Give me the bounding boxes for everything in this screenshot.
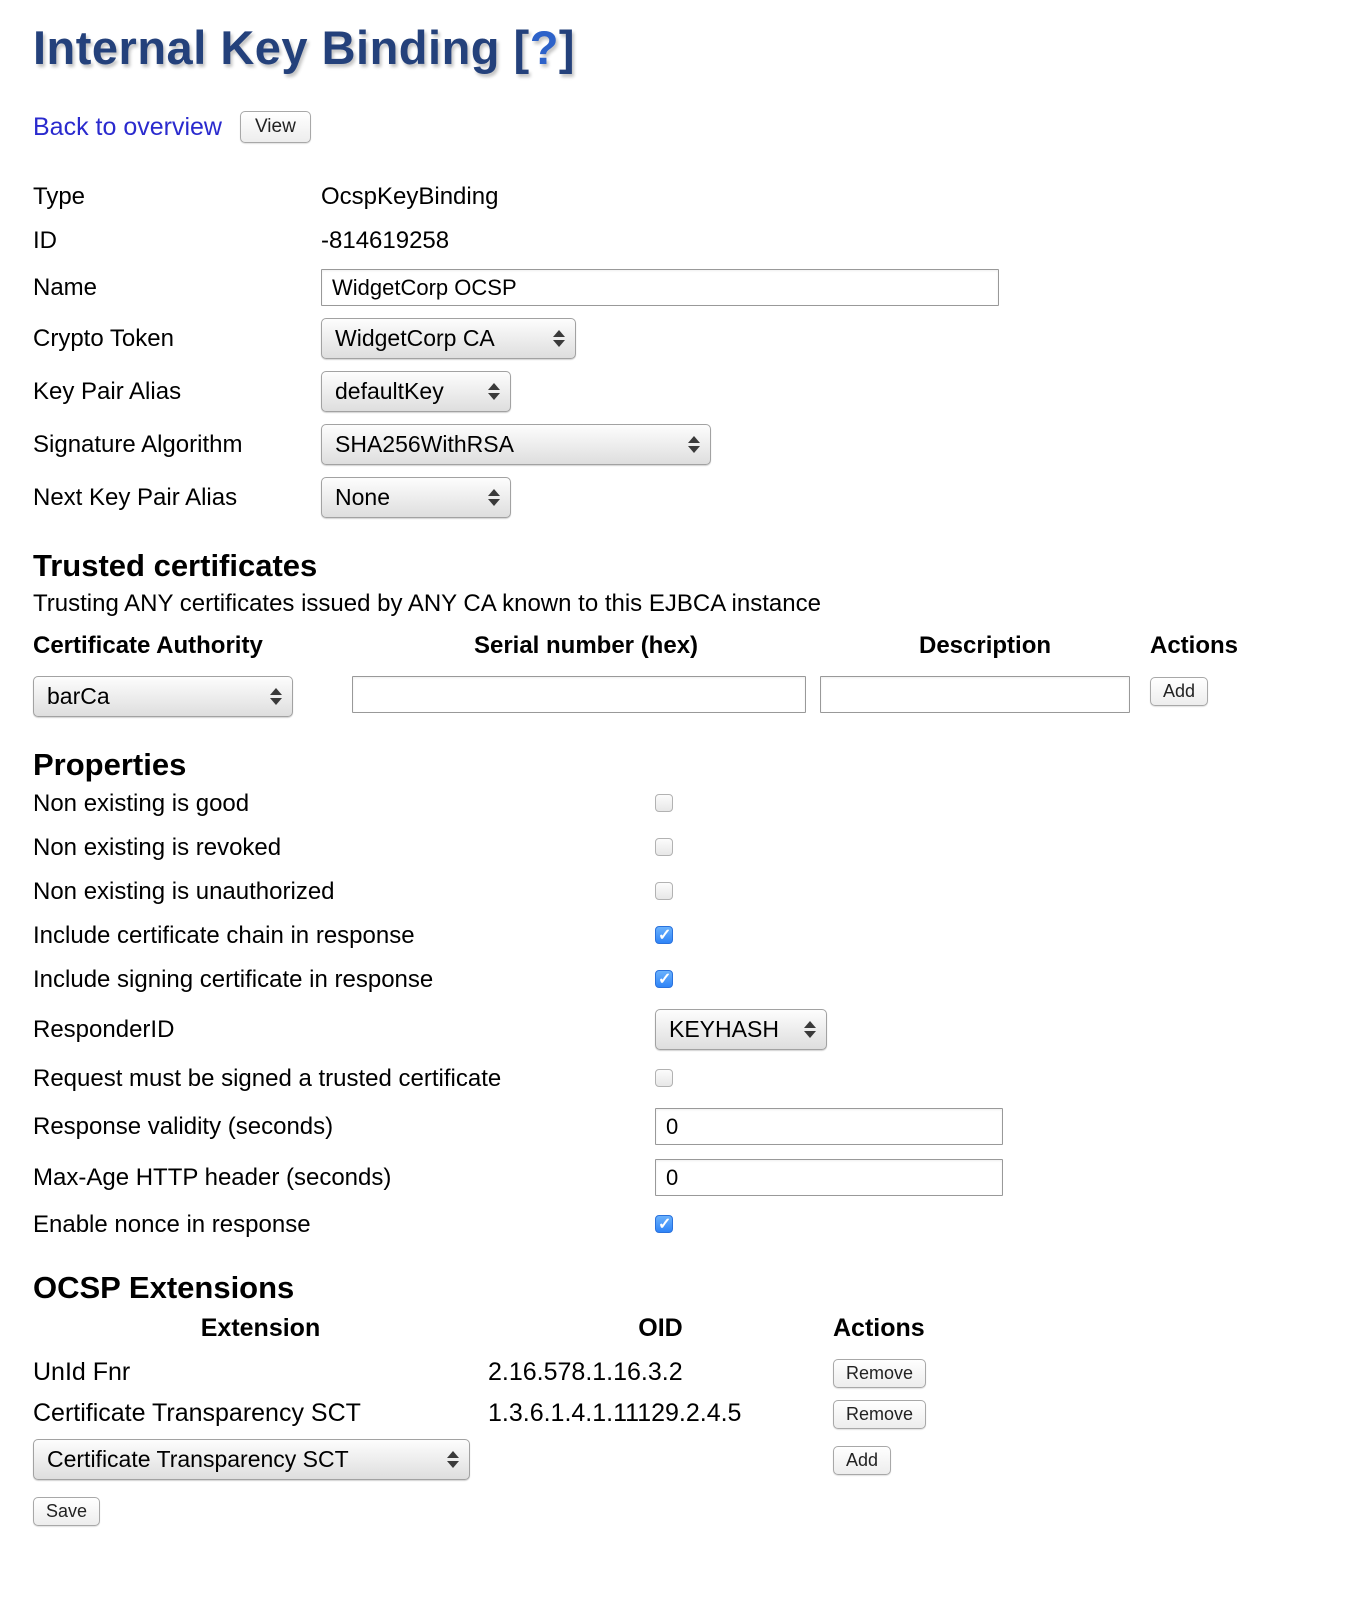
ocsp-extensions-header-row <box>33 1314 1339 1343</box>
id-label: ID <box>33 227 57 254</box>
properties-heading: Properties <box>33 747 187 782</box>
non-existing-good-label: Non existing is good <box>33 790 250 817</box>
type-value: OcspKeyBinding <box>321 183 499 210</box>
key-pair-alias-row <box>33 371 1339 412</box>
view-button[interactable]: View <box>240 111 311 143</box>
description-input[interactable] <box>820 676 1130 713</box>
property-row <box>33 833 1339 863</box>
signature-algorithm-select[interactable] <box>321 424 711 465</box>
max-age-input[interactable] <box>655 1159 1003 1196</box>
request-signed-checkbox[interactable] <box>655 1069 673 1087</box>
col-serial-number: Serial number (hex) <box>473 632 699 659</box>
non-existing-revoked-label: Non existing is revoked <box>33 834 282 861</box>
type-row <box>33 181 1339 213</box>
page-title <box>33 20 1339 75</box>
request-signed-label: Request must be signed a trusted certificate <box>33 1065 502 1092</box>
next-key-pair-alias-selected-value: None <box>335 484 390 510</box>
select-arrows-icon <box>270 688 282 705</box>
select-arrows-icon <box>553 330 565 347</box>
trusted-certificates-header-row <box>33 632 1339 660</box>
col-ext-actions: Actions <box>833 1314 925 1342</box>
responder-id-select[interactable] <box>655 1009 827 1050</box>
responder-id-label: ResponderID <box>33 1015 175 1043</box>
id-value: -814619258 <box>321 227 450 254</box>
request-signed-row <box>33 1064 1339 1094</box>
extension-add-select[interactable] <box>33 1439 470 1480</box>
name-input[interactable] <box>321 269 999 306</box>
trusted-certificates-heading: Trusted certificates <box>33 548 318 583</box>
extension-row <box>33 1398 1339 1429</box>
extension-oid: 2.16.578.1.16.3.2 <box>488 1358 683 1386</box>
response-validity-label: Response validity (seconds) <box>33 1112 334 1140</box>
crypto-token-row <box>33 318 1339 359</box>
certificate-authority-select[interactable] <box>33 676 293 717</box>
property-row <box>33 877 1339 907</box>
property-row <box>33 921 1339 951</box>
extension-row <box>33 1357 1339 1388</box>
non-existing-unauthorized-checkbox[interactable] <box>655 882 673 900</box>
max-age-row <box>33 1159 1339 1196</box>
crypto-token-label: Crypto Token <box>33 324 174 352</box>
save-button[interactable]: Save <box>33 1497 100 1526</box>
include-signing-certificate-checkbox[interactable] <box>655 970 673 988</box>
key-pair-alias-selected-value: defaultKey <box>335 378 444 404</box>
max-age-label: Max-Age HTTP header (seconds) <box>33 1163 392 1191</box>
crypto-token-selected-value: WidgetCorp CA <box>335 325 495 351</box>
extension-name: Certificate Transparency SCT <box>33 1399 361 1427</box>
signature-algorithm-label: Signature Algorithm <box>33 430 243 458</box>
name-row <box>33 269 1339 306</box>
next-key-pair-alias-select[interactable] <box>321 477 511 518</box>
enable-nonce-checkbox[interactable] <box>655 1215 673 1233</box>
trusted-certificate-add-button[interactable]: Add <box>1150 677 1208 706</box>
response-validity-row <box>33 1108 1339 1145</box>
name-label: Name <box>33 273 98 301</box>
enable-nonce-label: Enable nonce in response <box>33 1211 311 1238</box>
id-row <box>33 225 1339 257</box>
non-existing-good-checkbox[interactable] <box>655 794 673 812</box>
col-extension: Extension <box>200 1314 321 1342</box>
signature-algorithm-row <box>33 424 1339 465</box>
key-pair-alias-select[interactable] <box>321 371 511 412</box>
col-oid: OID <box>638 1314 683 1342</box>
select-arrows-icon <box>804 1021 816 1038</box>
ocsp-extensions-heading: OCSP Extensions <box>33 1270 295 1305</box>
key-pair-alias-label: Key Pair Alias <box>33 377 182 405</box>
property-row <box>33 965 1339 995</box>
select-arrows-icon <box>688 436 700 453</box>
serial-number-input[interactable] <box>352 676 806 713</box>
extension-name: UnId Fnr <box>33 1358 131 1386</box>
col-description: Description <box>918 632 1052 659</box>
extension-add-button[interactable]: Add <box>833 1446 891 1475</box>
next-key-pair-alias-label: Next Key Pair Alias <box>33 483 238 511</box>
responder-id-row <box>33 1009 1339 1050</box>
property-row <box>33 789 1339 819</box>
responder-id-selected-value: KEYHASH <box>669 1016 779 1042</box>
signature-algorithm-selected-value: SHA256WithRSA <box>335 431 514 457</box>
select-arrows-icon <box>488 383 500 400</box>
trusted-certificates-add-row <box>33 676 1339 717</box>
enable-nonce-row <box>33 1210 1339 1240</box>
certificate-authority-selected-value: barCa <box>47 683 110 709</box>
help-link[interactable]: ? <box>529 21 559 74</box>
extension-remove-button[interactable]: Remove <box>833 1359 926 1388</box>
internal-key-binding-page <box>33 20 1339 1526</box>
extension-add-row <box>33 1439 1339 1480</box>
include-certificate-chain-label: Include certificate chain in response <box>33 922 415 949</box>
help-bracket-open: [ <box>513 21 530 74</box>
save-row <box>33 1496 1339 1526</box>
help-bracket-close: ] <box>558 21 576 74</box>
response-validity-input[interactable] <box>655 1108 1003 1145</box>
nav-row <box>33 111 1339 143</box>
include-certificate-chain-checkbox[interactable] <box>655 926 673 944</box>
crypto-token-select[interactable] <box>321 318 576 359</box>
extension-add-selected-value: Certificate Transparency SCT <box>47 1446 349 1472</box>
page-title-text: Internal Key Binding <box>33 21 514 74</box>
extension-oid: 1.3.6.1.4.1.11129.2.4.5 <box>488 1399 742 1427</box>
back-to-overview-link[interactable]: Back to overview <box>33 112 222 141</box>
non-existing-revoked-checkbox[interactable] <box>655 838 673 856</box>
select-arrows-icon <box>488 489 500 506</box>
col-actions: Actions <box>1150 632 1239 659</box>
include-signing-certificate-label: Include signing certificate in response <box>33 966 434 993</box>
type-label: Type <box>33 183 86 210</box>
select-arrows-icon <box>447 1451 459 1468</box>
trusted-certificates-subtitle: Trusting ANY certificates issued by ANY CA known to this EJBCA instance <box>33 590 821 617</box>
non-existing-unauthorized-label: Non existing is unauthorized <box>33 878 335 905</box>
col-certificate-authority: Certificate Authority <box>33 632 263 659</box>
next-key-pair-alias-row <box>33 477 1339 518</box>
extension-remove-button[interactable]: Remove <box>833 1400 926 1429</box>
